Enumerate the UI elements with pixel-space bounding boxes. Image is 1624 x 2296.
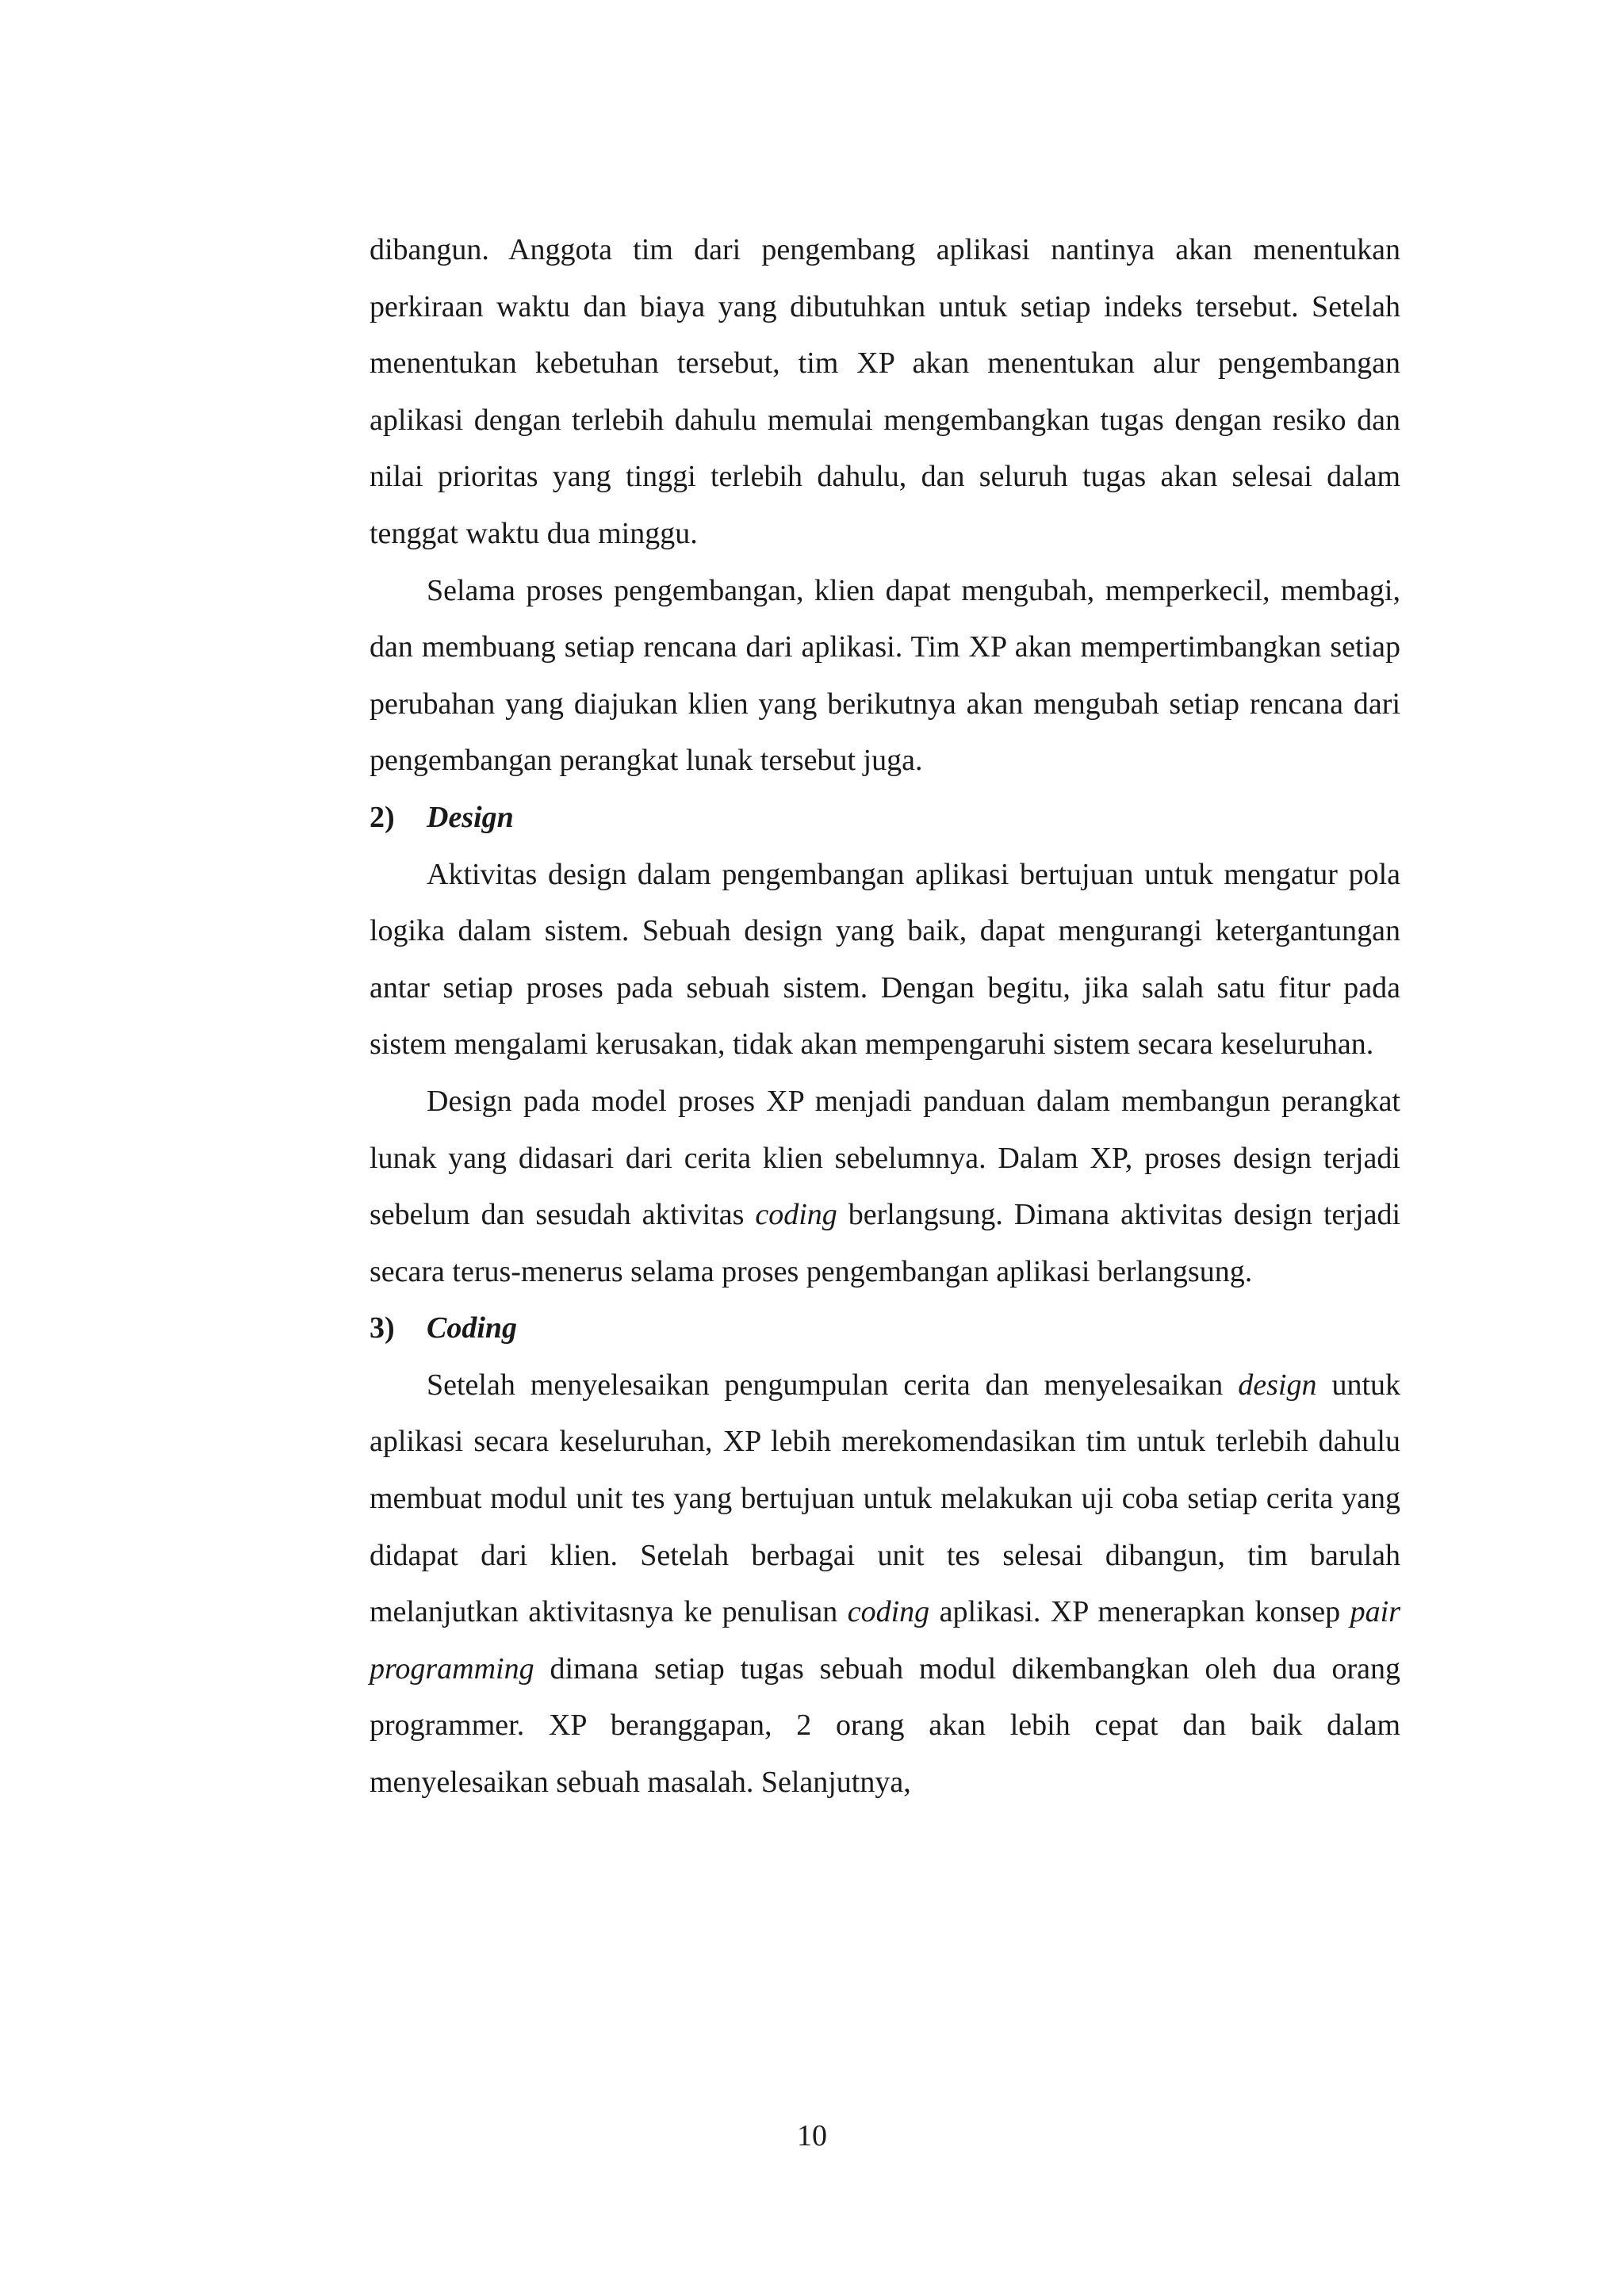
section-number: 3)	[370, 1311, 395, 1345]
text-run: berlangsung. Dimana aktivitas design terjadi secara terus-menerus selama proses pengembangan aplikasi berlangsung.	[370, 1198, 1401, 1288]
section-heading-coding	[370, 1300, 1400, 1357]
text-run: untuk aplikasi secara keseluruhan, XP lebih merekomendasikan tim untuk terlebih dahulu membuat modul unit tes yang bertujuan untuk melakukan uji coba setiap cerita yang didapat dari klien. Setelah berbagai unit tes selesai dibangun, tim barulah melanjutkan aktivitasnya ke penulisan	[370, 1368, 1400, 1629]
paragraph-design-model	[370, 1073, 1400, 1300]
text-run: Setelah menyelesaikan pengumpulan cerita dan menyelesaikan	[427, 1368, 1239, 1402]
paragraph-aktivitas-design: Aktivitas design dalam pengembangan aplikasi bertujuan untuk mengatur pola logika dalam sistem. Sebuah design yang baik, dapat mengurangi ketergantungan antar setiap proses pada sebuah sistem. Dengan begitu, jika salah satu fitur pada sistem mengalami kerusakan, tidak akan mempengaruhi sistem secara keseluruhan.	[370, 857, 1400, 1062]
emphasis-text: pair programming	[370, 1595, 1400, 1686]
text-run: aplikasi. XP menerapkan konsep	[929, 1595, 1350, 1629]
section-number: 2)	[370, 800, 395, 834]
paragraph-selama: Selama proses pengembangan, klien dapat mengubah, memperkecil, membagi, dan membuang setiap rencana dari aplikasi. Tim XP akan mempertimbangkan setiap perubahan yang diajukan klien yang berikutnya akan mengubah setiap rencana dari pengembangan perangkat lunak tersebut juga.	[370, 573, 1400, 778]
emphasis-text: coding	[755, 1198, 837, 1232]
text-run: dimana setiap tugas sebuah modul dikembangkan oleh dua orang programmer. XP beranggapan, 2 orang akan lebih cepat dan baik dalam menyelesaikan sebuah masalah. Selanjutnya,	[370, 1651, 1400, 1800]
page-body	[370, 222, 1400, 1812]
emphasis-text: design	[1238, 1368, 1317, 1402]
section-title: Coding	[427, 1311, 518, 1345]
section-title: Design	[427, 800, 514, 834]
paragraph-coding	[370, 1357, 1400, 1812]
page-number: 10	[797, 2119, 827, 2152]
section-heading-design	[370, 790, 1400, 847]
emphasis-text: coding	[847, 1595, 930, 1629]
text-run: Design pada model proses XP menjadi panduan dalam membangun perangkat lunak yang didasari dari cerita klien sebelumnya. Dalam XP, proses design terjadi sebelum dan sesudah aktivitas	[370, 1084, 1400, 1232]
paragraph-continued: dibangun. Anggota tim dari pengembang aplikasi nantinya akan menentukan perkiraan waktu dan biaya yang dibutuhkan untuk setiap indeks tersebut. Setelah menentukan kebetuhan tersebut, tim XP akan menentukan alur pengembangan aplikasi dengan terlebih dahulu memulai mengembangkan tugas dengan resiko dan nilai prioritas yang tinggi terlebih dahulu, dan seluruh tugas akan selesai dalam tenggat waktu dua minggu.	[370, 233, 1400, 550]
